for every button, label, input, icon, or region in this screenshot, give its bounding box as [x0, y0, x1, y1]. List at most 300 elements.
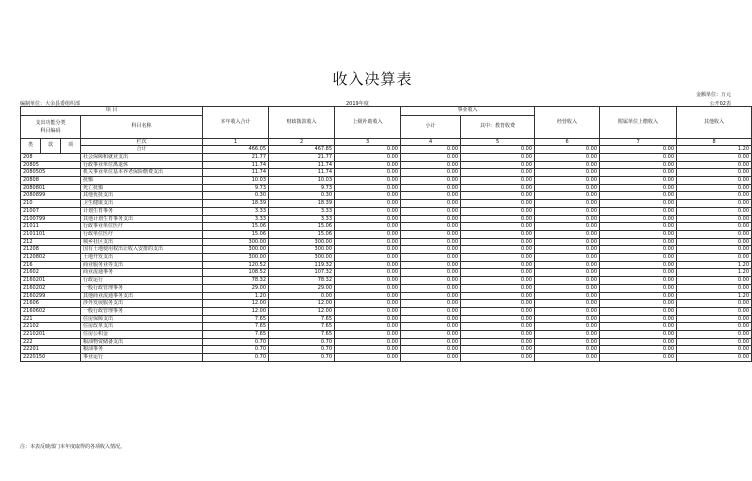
row-name: 行政单位医疗: [81, 230, 203, 238]
row-name: 商业流通事务: [81, 269, 203, 277]
row-value: 12.00: [269, 307, 335, 315]
row-value: 3.33: [269, 207, 335, 215]
row-value: 0.00: [461, 223, 535, 231]
row-value: 21.77: [203, 153, 269, 161]
row-value: 0.00: [335, 215, 401, 223]
row-value: 0.00: [335, 307, 401, 315]
row-value: 0.00: [461, 215, 535, 223]
row-value: 0.00: [677, 200, 752, 208]
row-value: 12.00: [269, 300, 335, 308]
row-value: 0.00: [335, 230, 401, 238]
row-value: 0.00: [677, 207, 752, 215]
row-code: 2160202: [21, 284, 81, 292]
row-value: 0.00: [535, 346, 600, 354]
table-row: [21, 284, 752, 292]
row-code: 2080505: [21, 169, 81, 177]
table-row: [21, 346, 752, 354]
row-value: 0.00: [461, 184, 535, 192]
row-value: 0.00: [600, 161, 677, 169]
table-row: [21, 261, 752, 269]
col-num: 8: [677, 138, 752, 146]
row-value: 300.00: [269, 254, 335, 262]
row-value: 0.00: [401, 315, 461, 323]
row-value: 9.73: [203, 184, 269, 192]
income-table: [20, 106, 752, 362]
row-value: 0.00: [461, 292, 535, 300]
year-label: 2019年度: [346, 101, 369, 107]
row-value: 0.00: [677, 323, 752, 331]
row-value: 108.52: [203, 269, 269, 277]
sub-header-education: 其中：教育收费: [461, 115, 535, 138]
row-value: 0.00: [401, 153, 461, 161]
table-row: [21, 192, 752, 200]
row-value: 0.00: [535, 246, 600, 254]
org-label: 编制单位：大余县委组织部: [20, 101, 81, 107]
row-value: 0.00: [677, 215, 752, 223]
row-value: 10.03: [269, 177, 335, 185]
row-value: 0.00: [401, 246, 461, 254]
row-value: 0.00: [600, 254, 677, 262]
lanci-label: 栏次: [81, 138, 203, 146]
row-value: 0.00: [535, 354, 600, 362]
row-code: 20805: [21, 161, 81, 169]
row-value: 9.73: [269, 184, 335, 192]
row-value: 0.70: [269, 346, 335, 354]
row-value: 0.00: [335, 346, 401, 354]
table-row: [21, 331, 752, 339]
row-value: 0.00: [677, 169, 752, 177]
table-row: [21, 161, 752, 169]
row-value: 0.00: [401, 331, 461, 339]
col-header-business: 经营收入: [535, 107, 600, 139]
row-value: 0.00: [600, 300, 677, 308]
row-value: 0.00: [335, 284, 401, 292]
table-row: [21, 307, 752, 315]
row-name: 其他优抚支出: [81, 192, 203, 200]
row-value: 0.00: [535, 192, 600, 200]
row-value: 0.00: [677, 230, 752, 238]
row-name: 死亡抚恤: [81, 184, 203, 192]
row-value: 7.65: [269, 331, 335, 339]
row-value: 0.00: [461, 153, 535, 161]
row-code: 221: [21, 315, 81, 323]
total-cell: 466.05: [203, 146, 269, 154]
row-code: 20808: [21, 177, 81, 185]
row-value: 0.00: [335, 184, 401, 192]
row-name: 一般行政管理事务: [81, 284, 203, 292]
row-value: 0.00: [401, 184, 461, 192]
row-value: 0.00: [335, 192, 401, 200]
row-value: 12.00: [203, 300, 269, 308]
table-row: [21, 277, 752, 285]
row-value: 0.00: [335, 331, 401, 339]
row-value: 0.00: [401, 207, 461, 215]
row-value: 0.00: [600, 307, 677, 315]
table-row: [21, 246, 752, 254]
row-value: 0.00: [535, 230, 600, 238]
row-value: 7.65: [269, 323, 335, 331]
total-cell: 0.00: [600, 146, 677, 154]
sub-header-subtotal: 小计: [401, 115, 461, 138]
row-value: 0.00: [401, 323, 461, 331]
row-code: 2210201: [21, 331, 81, 339]
row-value: 0.00: [461, 192, 535, 200]
row-value: 0.00: [600, 153, 677, 161]
row-code: 2101101: [21, 230, 81, 238]
table-row: [21, 177, 752, 185]
row-value: 3.33: [269, 215, 335, 223]
row-value: 15.06: [203, 230, 269, 238]
col-header-fiscal: 财政拨款收入: [269, 107, 335, 139]
row-value: 0.00: [401, 192, 461, 200]
row-value: 0.00: [461, 307, 535, 315]
row-name: 其他商业流通事务支出: [81, 292, 203, 300]
row-value: 12.00: [203, 307, 269, 315]
row-name: 社会保障和就业支出: [81, 153, 203, 161]
row-value: 0.00: [535, 207, 600, 215]
row-code: 222: [21, 338, 81, 346]
row-name: 计划生育事务: [81, 207, 203, 215]
row-value: 0.00: [401, 177, 461, 185]
project-header: 项 目: [21, 107, 203, 116]
row-value: 11.74: [269, 169, 335, 177]
row-value: 0.00: [677, 238, 752, 246]
row-name: 涉外发展服务支出: [81, 300, 203, 308]
code-group-header: 支出功能分类 科目编码: [21, 115, 81, 138]
row-value: 0.00: [535, 161, 600, 169]
table-row: [21, 169, 752, 177]
row-value: 0.00: [335, 254, 401, 262]
row-value: 7.65: [203, 323, 269, 331]
document-title: 收入决算表: [332, 70, 413, 88]
row-value: 0.00: [535, 307, 600, 315]
row-value: 15.06: [269, 230, 335, 238]
row-name: 行政运行: [81, 277, 203, 285]
row-code: 21007: [21, 207, 81, 215]
row-name: 土地开发支出: [81, 254, 203, 262]
row-value: 0.00: [535, 200, 600, 208]
row-value: 0.00: [401, 338, 461, 346]
row-value: 0.00: [600, 215, 677, 223]
row-code: 21208: [21, 246, 81, 254]
row-value: 0.00: [401, 269, 461, 277]
row-value: 119.32: [269, 261, 335, 269]
row-value: 0.00: [600, 292, 677, 300]
row-code: 22102: [21, 323, 81, 331]
row-value: 107.32: [269, 269, 335, 277]
row-value: 0.00: [600, 315, 677, 323]
row-value: 0.00: [677, 246, 752, 254]
row-value: 0.00: [335, 277, 401, 285]
row-value: 0.00: [677, 354, 752, 362]
table-row: [21, 238, 752, 246]
row-value: 0.00: [335, 238, 401, 246]
row-name: 住房保障支出: [81, 315, 203, 323]
row-value: 0.00: [600, 230, 677, 238]
row-value: 0.00: [600, 269, 677, 277]
row-value: 0.00: [600, 346, 677, 354]
row-value: 0.00: [401, 307, 461, 315]
row-value: 0.70: [203, 354, 269, 362]
row-value: 1.20: [203, 292, 269, 300]
row-value: 0.00: [600, 261, 677, 269]
row-value: 0.00: [335, 323, 401, 331]
row-value: 0.00: [677, 284, 752, 292]
row-value: 0.00: [461, 300, 535, 308]
row-value: 0.00: [461, 254, 535, 262]
table-row: [21, 207, 752, 215]
row-value: 300.00: [203, 238, 269, 246]
row-value: 0.00: [401, 215, 461, 223]
row-value: 0.00: [677, 254, 752, 262]
table-row: [21, 354, 752, 362]
row-value: 0.00: [401, 169, 461, 177]
total-cell: 0.00: [461, 146, 535, 154]
row-value: 0.00: [535, 223, 600, 231]
col-num: 3: [335, 138, 401, 146]
row-code: 2120802: [21, 254, 81, 262]
col-header-total: 本年收入合计: [203, 107, 269, 139]
row-value: 18.39: [203, 200, 269, 208]
row-value: 0.00: [535, 184, 600, 192]
row-value: 78.32: [269, 277, 335, 285]
total-cell: 0.00: [335, 146, 401, 154]
row-code: 2080801: [21, 184, 81, 192]
total-cell: 0.00: [401, 146, 461, 154]
row-name: 住房改革支出: [81, 323, 203, 331]
lei-header: 类: [21, 138, 41, 153]
table-row: [21, 315, 752, 323]
total-cell: 1.20: [677, 146, 752, 154]
row-value: 0.00: [269, 292, 335, 300]
row-value: 11.74: [203, 161, 269, 169]
col-header-affiliate: 附属单位上缴收入: [600, 107, 677, 139]
row-value: 0.00: [600, 323, 677, 331]
row-name: 行政事业单位医疗: [81, 223, 203, 231]
row-value: 0.00: [335, 315, 401, 323]
row-value: 0.00: [335, 269, 401, 277]
row-value: 0.00: [401, 223, 461, 231]
row-value: 0.00: [335, 338, 401, 346]
col-num: 6: [535, 138, 600, 146]
heji-label: 合计: [81, 146, 203, 154]
row-value: 0.00: [677, 307, 752, 315]
row-value: 0.00: [677, 277, 752, 285]
row-value: 0.00: [335, 300, 401, 308]
row-value: 120.52: [203, 261, 269, 269]
row-value: 300.00: [203, 254, 269, 262]
table-row: [21, 269, 752, 277]
row-value: 0.00: [600, 277, 677, 285]
row-value: 0.00: [335, 246, 401, 254]
row-name: 粮油事务: [81, 346, 203, 354]
row-name: 住房公积金: [81, 331, 203, 339]
row-value: 0.00: [461, 161, 535, 169]
name-col-header: 科目名称: [81, 115, 203, 138]
row-value: 0.00: [600, 184, 677, 192]
row-value: 0.00: [535, 315, 600, 323]
table-row: [21, 338, 752, 346]
col-num: 1: [203, 138, 269, 146]
row-value: 0.00: [461, 277, 535, 285]
row-code: 21011: [21, 223, 81, 231]
row-value: 0.00: [677, 315, 752, 323]
row-value: 7.65: [269, 315, 335, 323]
row-value: 0.00: [461, 331, 535, 339]
row-value: 1.20: [677, 269, 752, 277]
row-value: 0.00: [401, 161, 461, 169]
row-value: 0.00: [677, 300, 752, 308]
row-code: 208: [21, 153, 81, 161]
table-row: [21, 153, 752, 161]
table-row: [21, 223, 752, 231]
row-value: 0.00: [401, 261, 461, 269]
row-value: 0.00: [600, 338, 677, 346]
row-name: 商业服务业等支出: [81, 261, 203, 269]
row-value: 0.00: [335, 207, 401, 215]
row-value: 3.33: [203, 215, 269, 223]
table-row: [21, 184, 752, 192]
row-value: 0.70: [203, 338, 269, 346]
table-row: [21, 254, 752, 262]
row-value: 0.00: [677, 192, 752, 200]
row-value: 0.00: [401, 284, 461, 292]
row-code: 2080899: [21, 192, 81, 200]
row-name: 粮油物资储备支出: [81, 338, 203, 346]
row-value: 0.00: [535, 292, 600, 300]
row-value: 3.33: [203, 207, 269, 215]
row-value: 10.03: [203, 177, 269, 185]
row-value: 0.70: [203, 346, 269, 354]
row-name: 其他计划生育事务支出: [81, 215, 203, 223]
row-value: 29.00: [269, 284, 335, 292]
xiang-header: 项: [61, 138, 81, 153]
row-value: 0.00: [461, 169, 535, 177]
row-value: 1.20: [677, 261, 752, 269]
table-row: [21, 323, 752, 331]
row-value: 300.00: [269, 238, 335, 246]
footnote: 注：本表反映部门本年度取得的各项收入情况。: [20, 444, 126, 450]
table-row: [21, 230, 752, 238]
row-value: 0.00: [535, 284, 600, 292]
row-value: 0.00: [535, 277, 600, 285]
row-value: 0.00: [677, 161, 752, 169]
row-value: 0.00: [677, 338, 752, 346]
row-value: 0.00: [600, 284, 677, 292]
row-value: 0.00: [677, 331, 752, 339]
row-value: 0.00: [461, 346, 535, 354]
unit-label: 金额单位：万元: [695, 92, 731, 98]
table-row: [21, 300, 752, 308]
row-value: 0.00: [335, 354, 401, 362]
row-value: 0.30: [203, 192, 269, 200]
row-value: 15.06: [203, 223, 269, 231]
row-code: 2100799: [21, 215, 81, 223]
row-value: 11.74: [269, 161, 335, 169]
row-code: 2160201: [21, 277, 81, 285]
row-value: 300.00: [269, 246, 335, 254]
row-value: 0.00: [600, 169, 677, 177]
row-value: 0.00: [600, 177, 677, 185]
row-value: 15.06: [269, 223, 335, 231]
row-value: 0.00: [461, 284, 535, 292]
row-value: 0.00: [401, 254, 461, 262]
col-num: 4: [401, 138, 461, 146]
col-header-superior: 上级补助收入: [335, 107, 401, 139]
row-value: 0.00: [461, 261, 535, 269]
row-value: 0.00: [461, 354, 535, 362]
row-value: 0.00: [461, 315, 535, 323]
row-value: 0.00: [535, 269, 600, 277]
row-value: 0.00: [535, 238, 600, 246]
row-value: 0.00: [335, 292, 401, 300]
row-value: 0.00: [535, 215, 600, 223]
row-value: 29.00: [203, 284, 269, 292]
row-name: 机关事业单位基本养老保险缴费支出: [81, 169, 203, 177]
row-value: 0.00: [461, 207, 535, 215]
row-value: 7.65: [203, 315, 269, 323]
row-code: 210: [21, 200, 81, 208]
row-value: 0.00: [461, 269, 535, 277]
row-name: 城乡社区支出: [81, 238, 203, 246]
row-value: 0.00: [535, 153, 600, 161]
row-value: 0.30: [269, 192, 335, 200]
table-body: [21, 153, 752, 361]
row-value: 0.00: [600, 238, 677, 246]
row-value: 0.00: [335, 177, 401, 185]
row-value: 0.00: [461, 200, 535, 208]
row-value: 0.00: [600, 207, 677, 215]
row-code: 212: [21, 238, 81, 246]
row-value: 1.20: [677, 292, 752, 300]
row-value: 0.00: [461, 323, 535, 331]
row-value: 0.00: [335, 200, 401, 208]
row-value: 300.00: [203, 246, 269, 254]
row-value: 0.00: [335, 169, 401, 177]
col-num: 7: [600, 138, 677, 146]
row-value: 0.00: [677, 223, 752, 231]
row-value: 0.00: [677, 153, 752, 161]
row-value: 0.00: [461, 230, 535, 238]
row-value: 21.77: [269, 153, 335, 161]
kuan-header: 款: [41, 138, 61, 153]
row-value: 11.74: [203, 169, 269, 177]
row-value: 0.00: [677, 184, 752, 192]
row-code: 216: [21, 261, 81, 269]
row-value: 0.00: [335, 223, 401, 231]
row-name: 行政事业单位离退休: [81, 161, 203, 169]
table-row: [21, 200, 752, 208]
col-num: 2: [269, 138, 335, 146]
row-value: 0.00: [335, 161, 401, 169]
row-name: 事业运行: [81, 354, 203, 362]
row-value: 0.00: [600, 354, 677, 362]
row-value: 0.00: [401, 238, 461, 246]
row-value: 0.00: [401, 292, 461, 300]
row-value: 0.00: [535, 261, 600, 269]
col-num: 5: [461, 138, 535, 146]
form-code: 公开02表: [709, 101, 731, 107]
row-code: 21602: [21, 269, 81, 277]
row-value: 0.00: [535, 169, 600, 177]
row-value: 0.00: [600, 331, 677, 339]
table-row: [21, 215, 752, 223]
row-value: 0.00: [401, 300, 461, 308]
row-value: 0.00: [335, 153, 401, 161]
row-code: 22201: [21, 346, 81, 354]
col-header-other: 其他收入: [677, 107, 752, 139]
row-value: 0.00: [600, 223, 677, 231]
